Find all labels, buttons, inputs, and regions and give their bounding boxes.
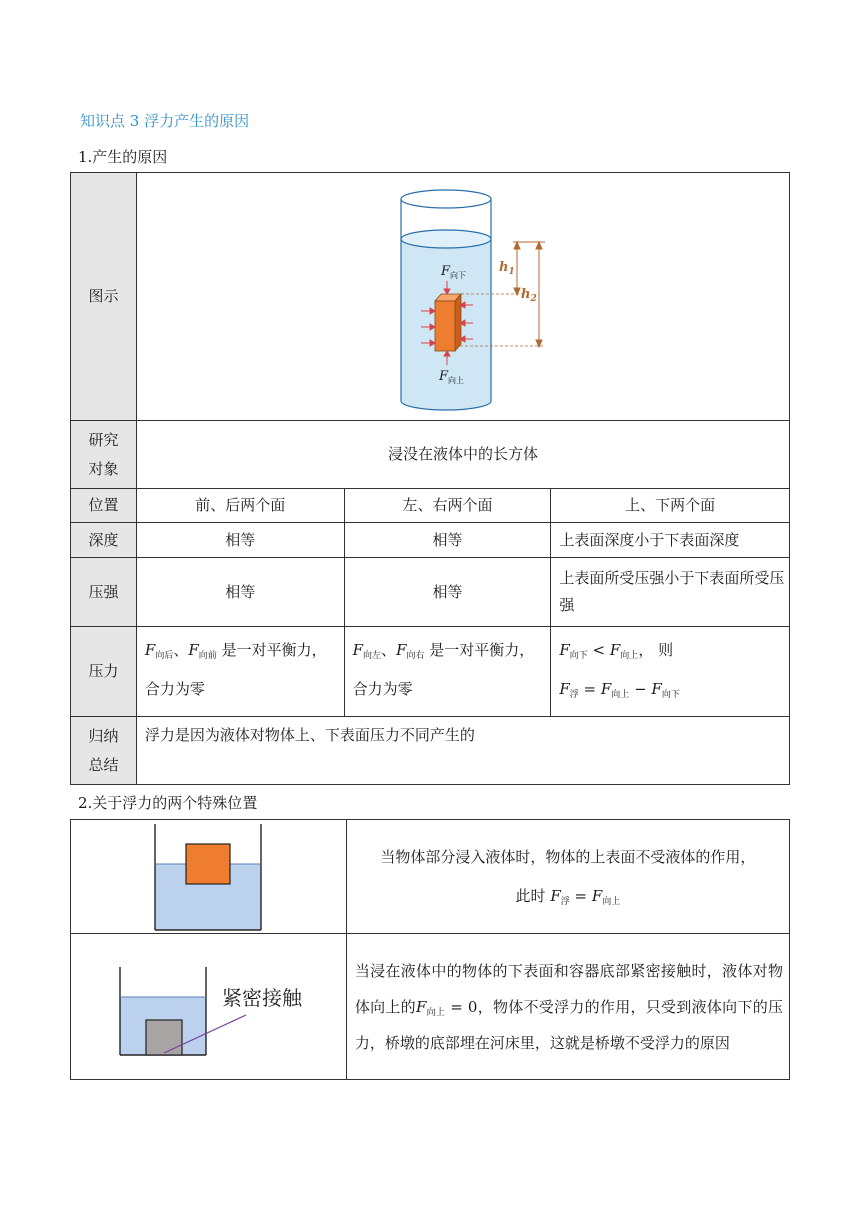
section-2-title: 2.关于浮力的两个特殊位置 — [78, 794, 258, 812]
summary-cell: 浮力是因为液体对物体上、下表面压力不同产生的 — [136, 717, 789, 785]
water-surface — [401, 230, 491, 248]
contact-label: 紧密接触 — [222, 985, 303, 1010]
immersed-block-diagram — [363, 177, 563, 417]
pressure-col3: 上表面所受压强小于下表面所受压强 — [551, 558, 790, 627]
force-col3: $F_{向下} < F_{向上}$， 则 $F_浮 = F_{向上} - F_{向下}$ — [551, 627, 790, 717]
pressure-col2: 相等 — [344, 558, 551, 627]
special-positions-table — [70, 819, 790, 1080]
contact-diagram-cell — [71, 934, 347, 1080]
depth-col3: 上表面深度小于下表面深度 — [551, 523, 790, 558]
block-front-face — [435, 301, 455, 351]
f-down-label: $F_{向下}$ — [440, 263, 466, 280]
label-summary: 归纳 总结 — [71, 717, 137, 785]
label-position: 位置 — [71, 489, 137, 523]
position-col2: 左、右两个面 — [344, 489, 551, 523]
label-object: 研究 对象 — [71, 421, 137, 489]
floating-block — [186, 844, 230, 884]
partial-immersion-diagram — [148, 822, 268, 932]
diagram-cell — [136, 173, 789, 421]
sunk-block — [146, 1020, 182, 1055]
contact-diagram — [108, 957, 308, 1057]
section-heading: 知识点 3 浮力产生的原因 — [80, 112, 250, 130]
label-depth: 深度 — [71, 523, 137, 558]
force-col2: $F_{向左}$、$F_{向右}$ 是一对平衡力， 合力为零 — [344, 627, 551, 717]
depth-col2: 相等 — [344, 523, 551, 558]
cause-table — [70, 172, 790, 785]
pressure-col1: 相等 — [136, 558, 344, 627]
position-col3: 上、下两个面 — [551, 489, 790, 523]
depth-col1: 相等 — [136, 523, 344, 558]
contact-text: 当浸在液体中的物体的下表面和容器底部紧密接触时，液体对物体向上的$F_{向上} = 0$，物体不受浮力的作用，只受到液体向下的压力，桥墩的底部埋在河床里，这就是桥墩不受浮力的原因 — [346, 934, 789, 1080]
label-force: 压力 — [71, 627, 137, 717]
h2-label: $h_2$ — [520, 286, 537, 304]
cylinder-top-rim — [401, 190, 491, 208]
section-1-title: 1.产生的原因 — [78, 148, 168, 166]
position-col1: 前、后两个面 — [136, 489, 344, 523]
partial-immersion-diagram-cell — [71, 820, 347, 934]
h1-label: $h_1$ — [498, 259, 515, 277]
partial-immersion-text: 当物体部分浸入液体时，物体的上表面不受液体的作用， 此时 $F_浮 = F_{向上}$ — [346, 820, 789, 934]
label-pressure: 压强 — [71, 558, 137, 627]
label-diagram: 图示 — [71, 173, 137, 421]
object-cell: 浸没在液体中的长方体 — [136, 421, 789, 489]
force-col1: $F_{向后}$、$F_{向前}$ 是一对平衡力， 合力为零 — [136, 627, 344, 717]
f-up-label: $F_{向上}$ — [438, 368, 464, 385]
